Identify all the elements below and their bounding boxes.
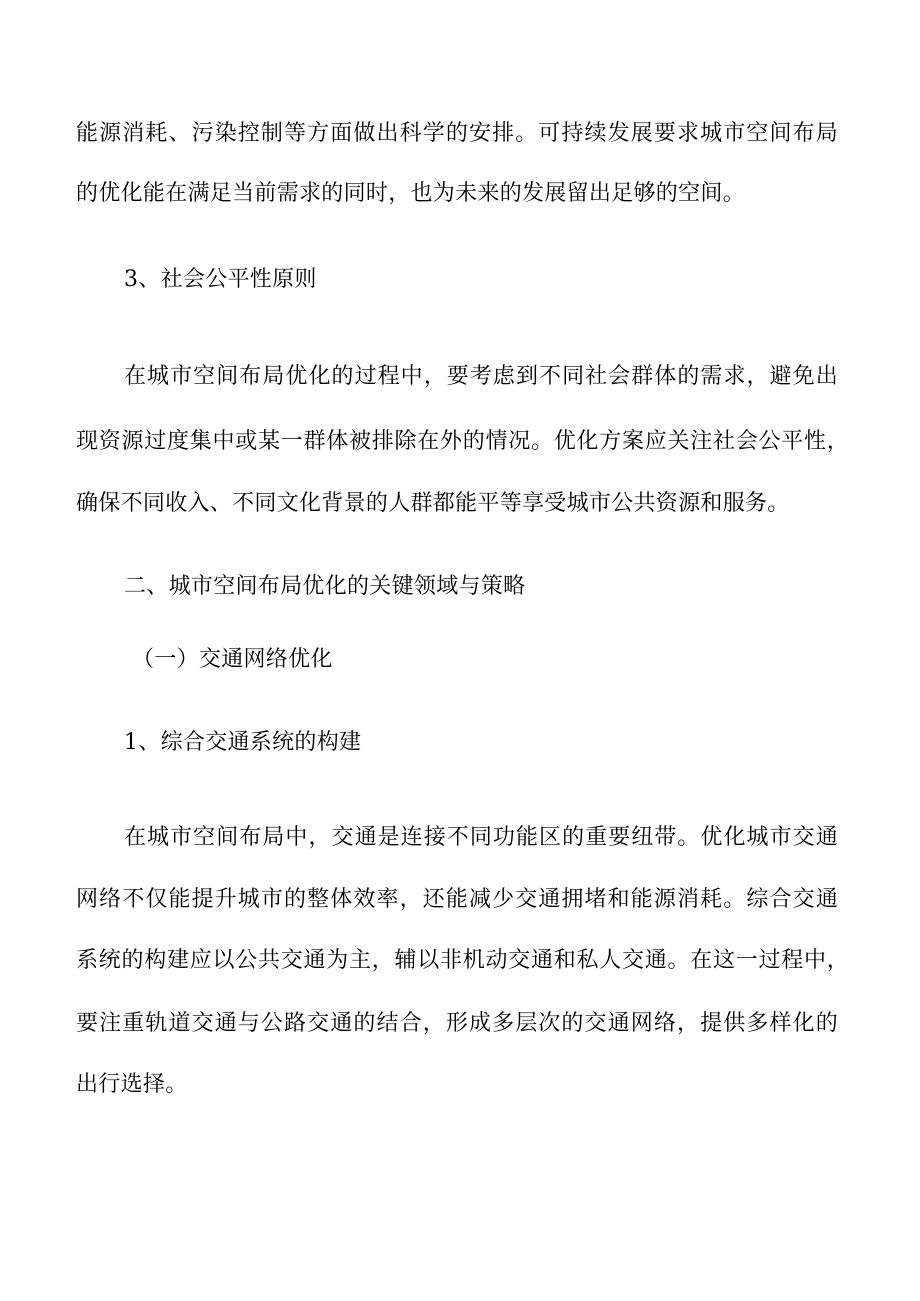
paragraph-3-line-2: 网络不仅能提升城市的整体效率，还能减少交通拥堵和能源消耗。综合交通 <box>76 887 838 912</box>
paragraph-3-line-3: 系统的构建应以公共交通为主，辅以非机动交通和私人交通。在这一过程中， <box>76 948 849 973</box>
paragraph-3-line-1: 在城市空间布局中，交通是连接不同功能区的重要纽带。优化城市交通 <box>124 825 838 850</box>
paragraph-2-line-3: 确保不同收入、不同文化背景的人群都能平等享受城市公共资源和服务。 <box>76 491 790 516</box>
paragraph-2-line-2: 现资源过度集中或某一群体被排除在外的情况。优化方案应关注社会公平性， <box>76 429 849 454</box>
paragraph-1-line-2: 的优化能在满足当前需求的同时，也为未来的发展留出足够的空间。 <box>76 181 746 206</box>
paragraph-3-line-4: 要注重轨道交通与公路交通的结合，形成多层次的交通网络，提供多样化的 <box>76 1011 838 1036</box>
heading-subsection-1: （一）交通网络优化 <box>132 647 333 672</box>
paragraph-1-line-1: 能源消耗、污染控制等方面做出科学的安排。可持续发展要求城市空间布局 <box>76 121 838 146</box>
paragraph-3-line-5: 出行选择。 <box>76 1072 188 1097</box>
heading-item-1: 1、综合交通系统的构建 <box>124 730 362 755</box>
heading-section-2: 二、城市空间布局优化的关键领域与策略 <box>124 574 526 599</box>
paragraph-2-line-1: 在城市空间布局优化的过程中，要考虑到不同社会群体的需求，避免出 <box>124 364 838 389</box>
heading-social-fairness: 3、社会公平性原则 <box>124 267 317 292</box>
